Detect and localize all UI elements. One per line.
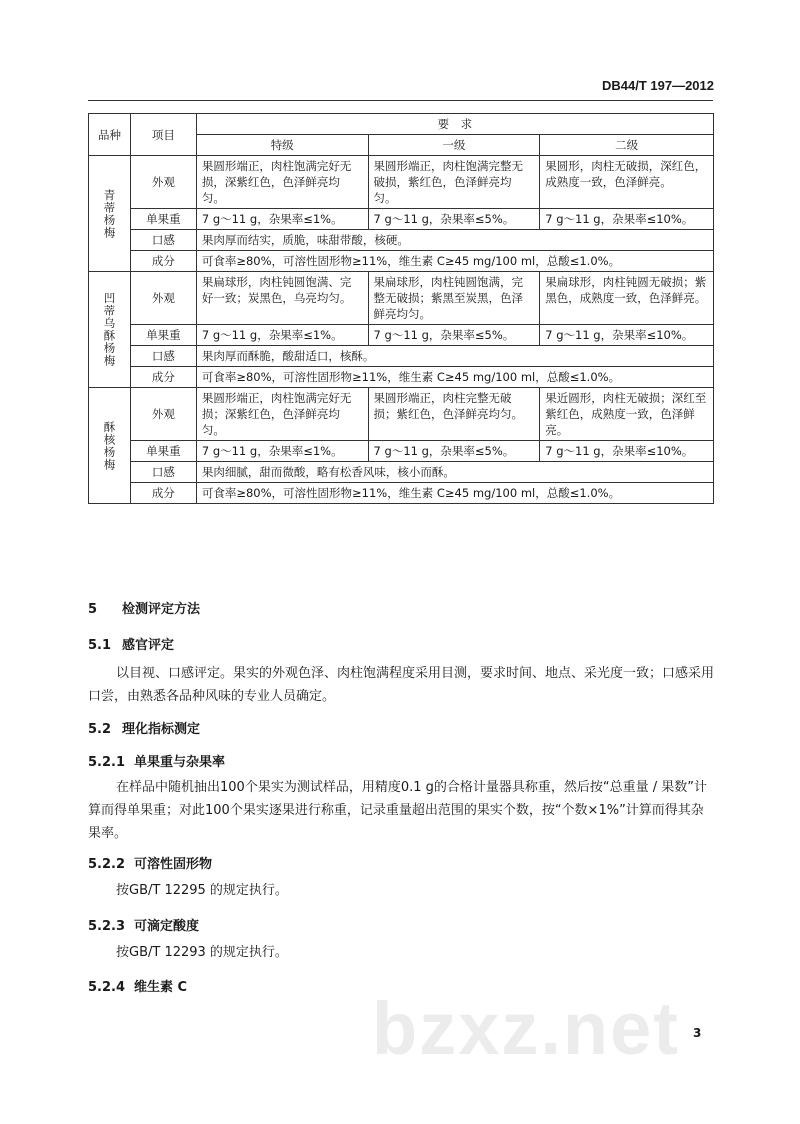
item-cell: 单果重 bbox=[130, 209, 196, 230]
table-row bbox=[89, 346, 714, 367]
section-5-2-3-heading: 5.2.3 可滴定酸度 bbox=[88, 919, 200, 934]
variety-label: 凹蒂乌酥杨梅 bbox=[102, 292, 117, 367]
item-cell: 单果重 bbox=[130, 441, 196, 462]
item-cell: 成分 bbox=[130, 367, 196, 388]
section-5-1-text: 以目视、口感评定。果实的外观色泽、肉柱饱满程度采用目测，要求时间、地点、采光度一致；口感采用口尝，由熟悉各品种风味的专业人员确定。 bbox=[88, 666, 715, 704]
watermark: bzxz.net bbox=[372, 987, 680, 1070]
variety-cell bbox=[89, 272, 131, 388]
grade-cell: 果圆形，肉柱无破损，深红色，成熟度一致，色泽鲜亮。 bbox=[540, 156, 714, 209]
grade-cell: 果圆形端正，肉柱饱满完整无破损，紫红色，色泽鲜亮均匀。 bbox=[368, 156, 540, 209]
item-cell: 单果重 bbox=[130, 325, 196, 346]
section-5-heading: 5 检测评定方法 bbox=[88, 602, 201, 617]
table-row bbox=[89, 483, 714, 504]
header-item: 项目 bbox=[130, 114, 196, 156]
section-5-2-1-heading: 5.2.1 单果重与杂果率 bbox=[88, 755, 226, 770]
section-5-2-1-text: 在样品中随机抽出100个果实为测试样品，用精度0.1 g的合格计量器具称重，然后按“总重量 / 果数”计算而得单果重；对此100个果实逐果进行称重，记录重量超出范围的果实个数，按“个数×1%”计算而得其杂果率。 bbox=[88, 780, 707, 841]
header-requirement: 要 求 bbox=[196, 114, 713, 135]
section-5-2-heading: 5.2 理化指标测定 bbox=[88, 722, 201, 737]
grade-cell: 7 g～11 g，杂果率≤10%。 bbox=[540, 441, 714, 462]
grade-cell: 7 g～11 g，杂果率≤5%。 bbox=[368, 209, 540, 230]
grade-cell: 7 g～11 g，杂果率≤5%。 bbox=[368, 325, 540, 346]
item-cell: 外观 bbox=[130, 388, 196, 441]
grade-cell: 果扁球形，肉柱钝圆饱满、完好一致；炭黑色，乌亮均匀。 bbox=[196, 272, 368, 325]
item-cell: 口感 bbox=[130, 230, 196, 251]
header-rule bbox=[88, 100, 713, 101]
item-cell: 口感 bbox=[130, 462, 196, 483]
table-row bbox=[89, 272, 714, 325]
section-5-2-4-heading: 5.2.4 维生素 C bbox=[88, 980, 188, 995]
table-header-row bbox=[89, 114, 714, 135]
grade-cell: 果圆形端正，肉柱完整无破损；紫红色，色泽鲜亮均匀。 bbox=[368, 388, 540, 441]
shared-requirement-cell: 可食率≥80%，可溶性固形物≥11%，维生素 C≥45 mg/100 ml，总酸≤1.0%。 bbox=[196, 251, 713, 272]
grade-cell: 果近圆形，肉柱无破损；深红至紫红色，成熟度一致，色泽鲜亮。 bbox=[540, 388, 714, 441]
section-5-1-heading: 5.1 感官评定 bbox=[88, 638, 175, 653]
item-cell: 口感 bbox=[130, 346, 196, 367]
table-row bbox=[89, 462, 714, 483]
shared-requirement-cell: 可食率≥80%，可溶性固形物≥11%，维生素 C≥45 mg/100 ml，总酸≤1.0%。 bbox=[196, 483, 713, 504]
page-number: 3 bbox=[693, 1026, 702, 1040]
table-row bbox=[89, 156, 714, 209]
grade-cell: 7 g～11 g，杂果率≤1%。 bbox=[196, 209, 368, 230]
shared-requirement-cell: 果肉细腻，甜而微酸，略有松香风味，核小而酥。 bbox=[196, 462, 713, 483]
item-cell: 外观 bbox=[130, 272, 196, 325]
grade-cell: 果扁球形，肉柱钝圆饱满，完整无破损；紫黑至炭黑，色泽鲜亮均匀。 bbox=[368, 272, 540, 325]
table-row bbox=[89, 388, 714, 441]
variety-cell bbox=[89, 388, 131, 504]
document-code: DB44/T 197—2012 bbox=[601, 78, 714, 93]
table-row bbox=[89, 441, 714, 462]
quality-spec-table bbox=[88, 113, 714, 504]
shared-requirement-cell: 果肉厚而酥脆，酸甜适口，核酥。 bbox=[196, 346, 713, 367]
grade-cell: 果扁球形，肉柱钝圆无破损；紫黑色，成熟度一致，色泽鲜亮。 bbox=[540, 272, 714, 325]
header-grade-first: 一级 bbox=[368, 135, 540, 156]
section-5-2-3-text: 按GB/T 12293 的规定执行。 bbox=[116, 945, 288, 960]
grade-cell: 果圆形端正，肉柱饱满完好无损；深紫红色，色泽鲜亮均匀。 bbox=[196, 388, 368, 441]
item-cell: 外观 bbox=[130, 156, 196, 209]
table-row bbox=[89, 209, 714, 230]
header-grade-second: 二级 bbox=[540, 135, 714, 156]
section-5-2-2-heading: 5.2.2 可溶性固形物 bbox=[88, 857, 213, 872]
variety-label: 青蒂杨梅 bbox=[102, 188, 117, 239]
variety-cell bbox=[89, 156, 131, 272]
item-cell: 成分 bbox=[130, 483, 196, 504]
variety-label: 酥核杨梅 bbox=[102, 420, 117, 471]
header-variety: 品种 bbox=[89, 114, 131, 156]
grade-cell: 7 g～11 g，杂果率≤1%。 bbox=[196, 325, 368, 346]
shared-requirement-cell: 可食率≥80%，可溶性固形物≥11%，维生素 C≥45 mg/100 ml，总酸≤1.0%。 bbox=[196, 367, 713, 388]
grade-cell: 7 g～11 g，杂果率≤1%。 bbox=[196, 441, 368, 462]
header-grade-premium: 特级 bbox=[196, 135, 368, 156]
item-cell: 成分 bbox=[130, 251, 196, 272]
shared-requirement-cell: 果肉厚而结实，质脆，味甜带酸，核硬。 bbox=[196, 230, 713, 251]
grade-cell: 7 g～11 g，杂果率≤10%。 bbox=[540, 209, 714, 230]
table-row bbox=[89, 251, 714, 272]
table-row bbox=[89, 325, 714, 346]
table-row bbox=[89, 367, 714, 388]
grade-cell: 果圆形端正，肉柱饱满完好无损，深紫红色，色泽鲜亮均匀。 bbox=[196, 156, 368, 209]
section-5-2-2-text: 按GB/T 12295 的规定执行。 bbox=[116, 883, 288, 898]
table-row bbox=[89, 230, 714, 251]
grade-cell: 7 g～11 g，杂果率≤10%。 bbox=[540, 325, 714, 346]
grade-cell: 7 g～11 g，杂果率≤5%。 bbox=[368, 441, 540, 462]
